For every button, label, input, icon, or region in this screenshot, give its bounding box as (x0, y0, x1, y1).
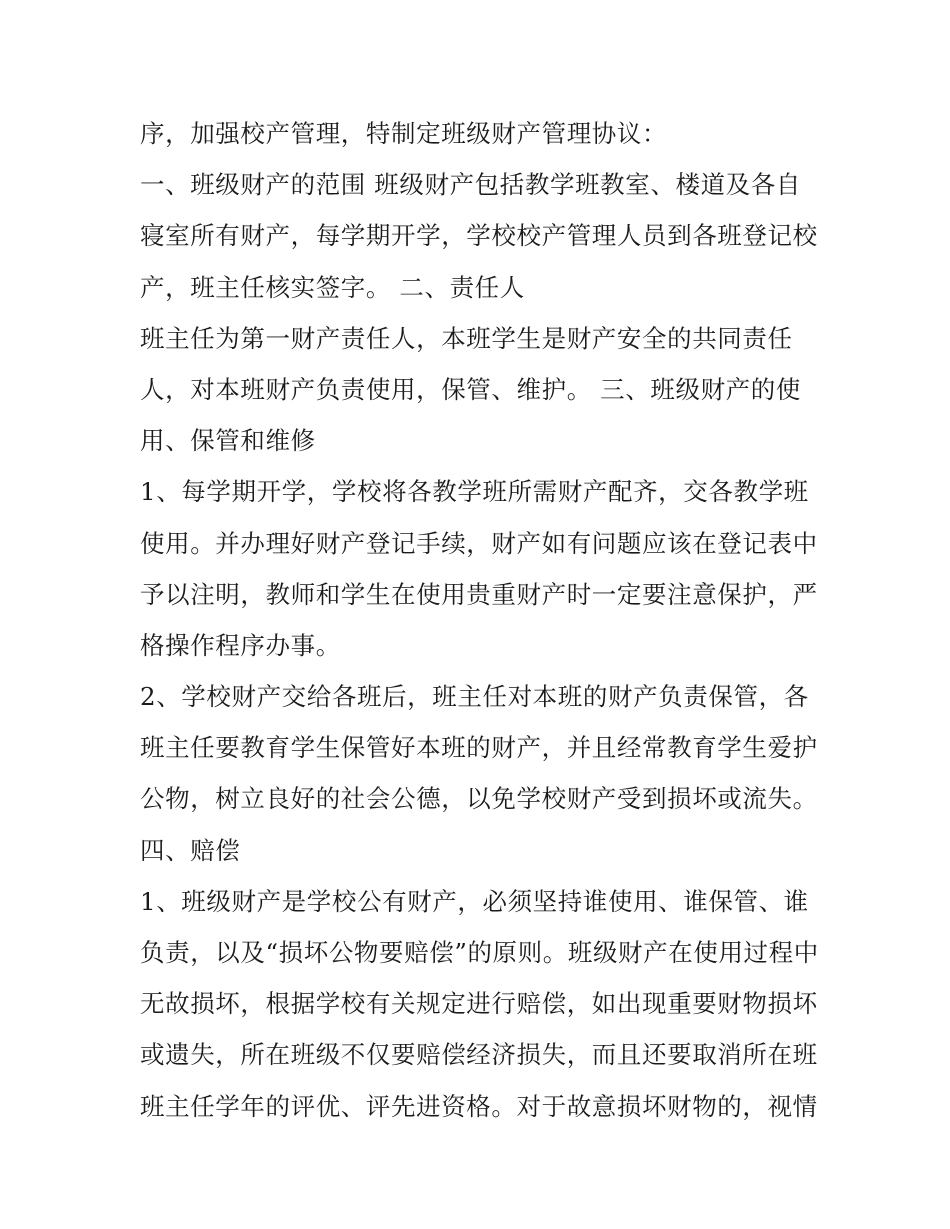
text-line: 予以注明，教师和学生在使用贵重财产时一定要注意保护，严 (140, 579, 818, 609)
text-line: 人，对本班财产负责使用，保管、维护。 三、班级财产的使 (140, 374, 801, 404)
text-line: 或遗失，所在班级不仅要赔偿经济损失，而且还要取消所在班 (140, 1040, 818, 1070)
text-line: 四、赔偿 (140, 835, 241, 865)
text-line: 公物，树立良好的社会公德，以免学校财产受到损坏或流失。 (140, 784, 818, 814)
text-line: 一、班级财产的范围 班级财产包括教学班教室、楼道及各自 (140, 170, 801, 200)
agreement-text (140, 108, 820, 1132)
text-line: 班主任学年的评优、评先进资格。对于故意损坏财物的，视情 (140, 1091, 818, 1121)
text-line: 格操作程序办事。 (140, 630, 341, 660)
text-line: 无故损坏，根据学校有关规定进行赔偿，如出现重要财物损坏 (140, 989, 818, 1019)
text-line: 用、保管和维修 (140, 426, 316, 456)
text-line: 班主任为第一财产责任人，本班学生是财产安全的共同责任 (140, 323, 793, 353)
text-line: 1、每学期开学，学校将各教学班所需财产配齐，交各教学班 (140, 477, 809, 507)
text-line: 负责，以及“损坏公物要赔偿”的原则。班级财产在使用过程中 (140, 938, 819, 967)
text-line: 寝室所有财产，每学期开学，学校校产管理人员到各班登记校 (140, 221, 818, 251)
text-line: 使用。并办理好财产登记手续，财产如有问题应该在登记表中 (140, 528, 818, 558)
text-line: 产，班主任核实签字。 二、责任人 (140, 272, 525, 302)
text-line: 1、班级财产是学校公有财产，必须坚持谁使用、谁保管、谁 (140, 886, 809, 916)
text-line: 班主任要教育学生保管好本班的财产，并且经常教育学生爱护 (140, 733, 818, 763)
text-line: 2、学校财产交给各班后，班主任对本班的财产负责保管，各 (140, 682, 809, 712)
text-line: 序，加强校产管理，特制定班级财产管理协议： (140, 119, 668, 148)
